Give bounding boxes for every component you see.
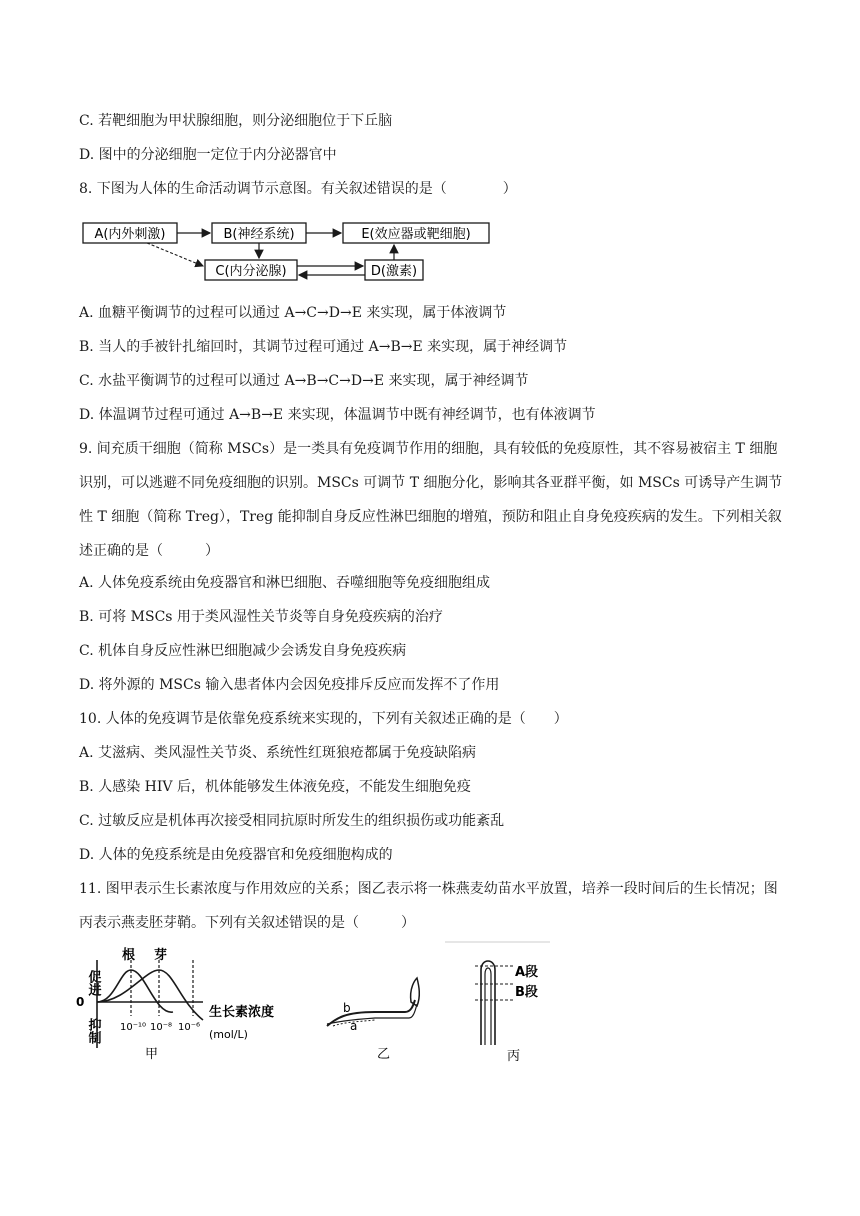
label-a: a bbox=[350, 1019, 358, 1033]
coleoptile-inner bbox=[485, 968, 491, 1045]
box-d-label: D(激素) bbox=[370, 264, 418, 279]
caption-bing: 丙 bbox=[507, 1049, 521, 1064]
box-a-label: A(内外刺激) bbox=[94, 227, 166, 242]
option-9d: D. 将外源的 MSCs 输入患者体内会因免疫排斥反应而发挥不了作用 bbox=[79, 677, 500, 693]
option-7c: C. 若靶细胞为甲状腺细胞，则分泌细胞位于下丘脑 bbox=[79, 113, 393, 129]
y-label-zero: 0 bbox=[76, 995, 85, 1009]
regulation-diagram bbox=[75, 210, 515, 290]
option-8a: A. 血糖平衡调节的过程可以通过 A→C→D→E 来实现，属于体液调节 bbox=[79, 305, 507, 321]
option-8b: B. 当人的手被针扎缩回时，其调节过程可通过 A→B→E 来实现，属于神经调节 bbox=[79, 339, 568, 355]
option-10d: D. 人体的免疫系统是由免疫器官和免疫细胞构成的 bbox=[79, 847, 393, 863]
tick-3: 10⁻⁶ bbox=[178, 1022, 201, 1033]
question-11-figures bbox=[75, 940, 595, 1070]
option-8c: C. 水盐平衡调节的过程可以通过 A→B→C→D→E 来实现，属于神经调节 bbox=[79, 373, 529, 389]
question-11: 11. 图甲表示生长素浓度与作用效应的关系；图乙表示将一株燕麦幼苗水平放置，培养一段时间后的生长情况；图丙表示燕麦胚芽鞘。下列有关叙述错误的是（ ） bbox=[79, 881, 778, 931]
label-root: 根 bbox=[122, 948, 136, 963]
option-7d: D. 图中的分泌细胞一定位于内分泌器官中 bbox=[79, 147, 337, 163]
box-c-label: C(内分泌腺) bbox=[215, 264, 287, 279]
coleoptile-outer bbox=[481, 961, 495, 1045]
label-bud: 芽 bbox=[154, 948, 168, 963]
x-axis-unit: (mol/L) bbox=[209, 1028, 248, 1041]
figure-jia bbox=[76, 947, 274, 1062]
caption-jia: 甲 bbox=[145, 1047, 159, 1062]
label-seg-a: A段 bbox=[515, 965, 539, 980]
box-e-label: E(效应器或靶细胞) bbox=[361, 227, 471, 242]
tick-2: 10⁻⁸ bbox=[150, 1022, 173, 1033]
option-10b: B. 人感染 HIV 后，机体能够发生体液免疫，不能发生细胞免疫 bbox=[79, 779, 471, 795]
option-9c: C. 机体自身反应性淋巴细胞减少会诱发自身免疫疾病 bbox=[79, 643, 407, 659]
question-10: 10. 人体的免疫调节是依靠免疫系统来实现的，下列有关叙述正确的是（ ） bbox=[79, 711, 568, 727]
option-10c: C. 过敏反应是机体再次接受相同抗原时所发生的组织损伤或功能紊乱 bbox=[79, 813, 505, 829]
y-label-promote: 促进 bbox=[85, 970, 101, 996]
option-9a: A. 人体免疫系统由免疫器官和淋巴细胞、吞噬细胞等免疫细胞组成 bbox=[79, 575, 491, 591]
option-9b: B. 可将 MSCs 用于类风湿性关节炎等自身免疫疾病的治疗 bbox=[79, 609, 443, 625]
caption-yi: 乙 bbox=[377, 1047, 391, 1062]
root-curve bbox=[97, 970, 173, 1012]
label-seg-b: B段 bbox=[515, 985, 538, 1000]
x-axis-label: 生长素浓度 bbox=[209, 1005, 275, 1020]
seedling-lower bbox=[327, 1004, 417, 1024]
label-b: b bbox=[343, 1001, 351, 1015]
option-10a: A. 艾滋病、类风湿性关节炎、系统性红斑狼疮都属于免疫缺陷病 bbox=[79, 745, 477, 761]
tick-1: 10⁻¹⁰ bbox=[120, 1022, 147, 1033]
question-9: 9. 间充质干细胞（简称 MSCs）是一类具有免疫调节作用的细胞，具有较低的免疫原性，其不容易被宿主 T 细胞识别，可以逃避不同免疫细胞的识别。MSCs 可调节 T 细胞分化，影响其各亚群平衡，如 MSCs 可诱导产生调节性 T 细胞（简称 Treg），Treg 能抑制自身反应性淋巴细胞的增殖，预防和阻止自身免疫疾病的发生。下列相关叙述正确的是（ ） bbox=[79, 441, 783, 559]
question-8: 8. 下图为人体的生命活动调节示意图。有关叙述错误的是（ ） bbox=[79, 181, 517, 197]
figure-bing bbox=[445, 942, 550, 1064]
box-b-label: B(神经系统) bbox=[223, 227, 295, 242]
arrow-a-c-dashed bbox=[147, 243, 203, 266]
option-8d: D. 体温调节过程可通过 A→B→E 来实现，体温调节中既有神经调节，也有体液调节 bbox=[79, 407, 596, 423]
y-label-inhibit: 抑制 bbox=[85, 1018, 101, 1044]
bud-curve bbox=[97, 970, 203, 1020]
figure-yi bbox=[327, 978, 419, 1062]
